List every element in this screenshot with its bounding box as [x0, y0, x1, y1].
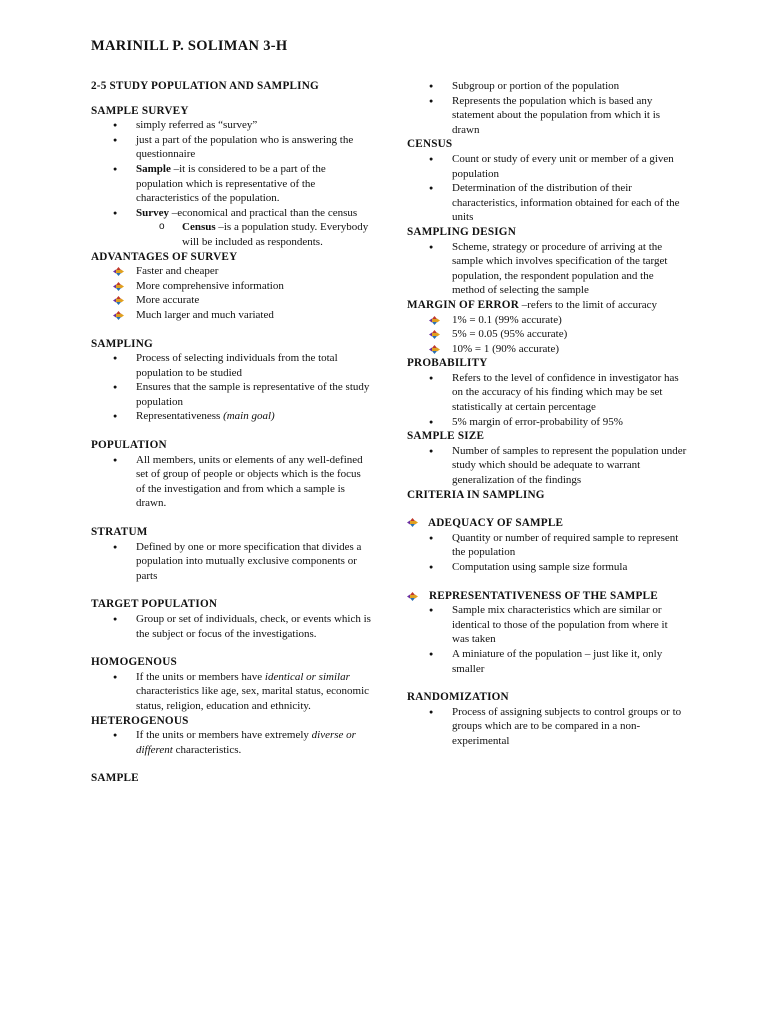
right-column — [407, 79, 687, 749]
homogenous-list — [91, 670, 371, 714]
four-color-arrow-icon — [113, 311, 124, 320]
list-item: More comprehensive information — [91, 279, 371, 294]
population-heading: POPULATION — [91, 439, 167, 452]
randomization-list — [407, 705, 687, 749]
term: Sample — [136, 162, 171, 175]
adequacy-heading: ADEQUACY OF SAMPLE — [407, 516, 687, 531]
sampling-heading: SAMPLING — [91, 337, 153, 350]
census-heading: CENSUS — [407, 138, 453, 151]
list-item: ● Scheme, strategy or procedure of arriving at the sample which involves specification of the target population, the respondent population and the method of selecting the sample — [407, 240, 687, 298]
heterogenous-heading: HETEROGENOUS — [91, 714, 189, 727]
four-color-arrow-icon — [407, 518, 418, 527]
emphasis: identical or similar — [264, 670, 350, 683]
list-item: ● 5% margin of error-probability of 95% — [407, 415, 687, 430]
representativeness-list — [407, 603, 687, 676]
sample-heading: SAMPLE — [91, 772, 139, 785]
randomization-heading: RANDOMIZATION — [407, 691, 509, 704]
sampling-design-heading: SAMPLING DESIGN — [407, 225, 516, 238]
list-item: ● Count or study of every unit or member of a given population — [407, 152, 687, 181]
population-list — [91, 453, 371, 511]
left-column — [91, 79, 371, 786]
four-color-arrow-icon — [113, 296, 124, 305]
list-item: ● just a part of the population who is answering the questionnaire — [91, 133, 371, 162]
sampling-list — [91, 351, 371, 424]
probability-heading: PROBABILITY — [407, 357, 488, 370]
four-color-arrow-icon — [407, 592, 418, 601]
advantages-list — [91, 264, 371, 322]
list-item: Faster and cheaper — [91, 264, 371, 279]
list-item: ● Quantity or number of required sample to represent the population — [407, 531, 687, 560]
list-item: ● Defined by one or more specification that divides a population into mutually exclusive components or parts — [91, 540, 371, 584]
definition: –it is considered to be a part of the population which is representative of the characteristics of the population. — [136, 162, 326, 205]
term: Census — [182, 221, 216, 234]
list-item: More accurate — [91, 293, 371, 308]
list-item: ● All members, units or elements of any well-defined set of group of people or objects which is the focus of the investigation and from which a sample is drawn. — [91, 453, 371, 511]
four-color-arrow-icon — [113, 282, 124, 291]
list-item: 1% = 0.1 (99% accurate) — [407, 313, 687, 328]
four-color-arrow-icon — [429, 345, 440, 354]
list-item: ● Refers to the level of confidence in investigator has on the accuracy of his finding which may be set statistically at certain percentage — [407, 371, 687, 415]
margin-of-error-list — [407, 313, 687, 357]
adequacy-list — [407, 531, 687, 575]
advantages-heading: ADVANTAGES OF SURVEY — [91, 250, 238, 263]
term: Survey — [136, 206, 169, 219]
four-color-arrow-icon — [113, 267, 124, 276]
list-item: ● Process of assigning subjects to control groups or to groups which are to be compared in a non-experimental — [407, 705, 687, 749]
chapter-heading: 2-5 STUDY POPULATION AND SAMPLING — [91, 80, 319, 92]
list-item: ● Representativeness (main goal) — [91, 409, 371, 424]
list-item: ● Process of selecting individuals from the total population to be studied — [91, 351, 371, 380]
census-list — [407, 152, 687, 225]
list-item — [91, 206, 371, 221]
emphasis: (main goal) — [223, 410, 275, 423]
list-item: ● Computation using sample size formula — [407, 560, 687, 575]
four-color-arrow-icon — [429, 316, 440, 325]
list-item: ● If the units or members have identical or similar characteristics like age, sex, marital status, economic status, religion, education and ethnicity. — [91, 670, 371, 714]
sample-size-list — [407, 444, 687, 488]
list-item: ● Number of samples to represent the population under study which should be adequate to warrant generalization of the findings — [407, 444, 687, 488]
criteria-heading: CRITERIA IN SAMPLING — [407, 488, 545, 501]
list-item: ● A miniature of the population – just like it, only smaller — [407, 647, 687, 676]
margin-of-error-heading: MARGIN OF ERROR — [407, 298, 519, 311]
list-item: ● Group or set of individuals, check, or events which is the subject or focus of the investigations. — [91, 612, 371, 641]
representativeness-heading: REPRESENTATIVENESS OF THE SAMPLE — [407, 589, 687, 604]
list-item: ● If the units or members have extremely diverse or different characteristics. — [91, 728, 371, 757]
list-item: ● Subgroup or portion of the population — [407, 79, 687, 94]
definition: –economical and practical than the census — [169, 206, 358, 219]
four-color-arrow-icon — [429, 330, 440, 339]
sample-list — [407, 79, 687, 137]
sample-size-heading: SAMPLE SIZE — [407, 430, 485, 443]
homogenous-heading: HOMOGENOUS — [91, 656, 177, 669]
list-item: 10% = 1 (90% accurate) — [407, 342, 687, 357]
stratum-heading: STRATUM — [91, 526, 148, 539]
target-population-list — [91, 612, 371, 641]
list-item: ● simply referred as “survey” — [91, 118, 371, 133]
list-item — [91, 162, 371, 206]
emphasis: diverse or different — [136, 729, 356, 756]
definition: –is a population study. Everybody will be included as respondents. — [182, 221, 369, 248]
list-item: 5% = 0.05 (95% accurate) — [407, 327, 687, 342]
list-item: ● Sample mix characteristics which are similar or identical to those of the population from where it was taken — [407, 603, 687, 647]
sub-list-item — [91, 220, 371, 249]
heterogenous-list — [91, 728, 371, 757]
author-line: MARINILL P. SOLIMAN 3-H — [91, 38, 288, 54]
margin-of-error-line: MARGIN OF ERROR –refers to the limit of accuracy — [407, 298, 658, 311]
target-population-heading: TARGET POPULATION — [91, 598, 218, 611]
probability-list — [407, 371, 687, 429]
list-item: ● Ensures that the sample is representative of the study population — [91, 380, 371, 409]
list-item: ● Determination of the distribution of their characteristics, information obtained for each of the units — [407, 181, 687, 225]
sample-survey-heading: SAMPLE SURVEY — [91, 104, 189, 117]
list-item: ● Represents the population which is based any statement about the population from which it is drawn — [407, 94, 687, 138]
sample-survey-list — [91, 118, 371, 249]
sampling-design-list — [407, 240, 687, 298]
stratum-list — [91, 540, 371, 584]
list-item: Much larger and much variated — [91, 308, 371, 323]
